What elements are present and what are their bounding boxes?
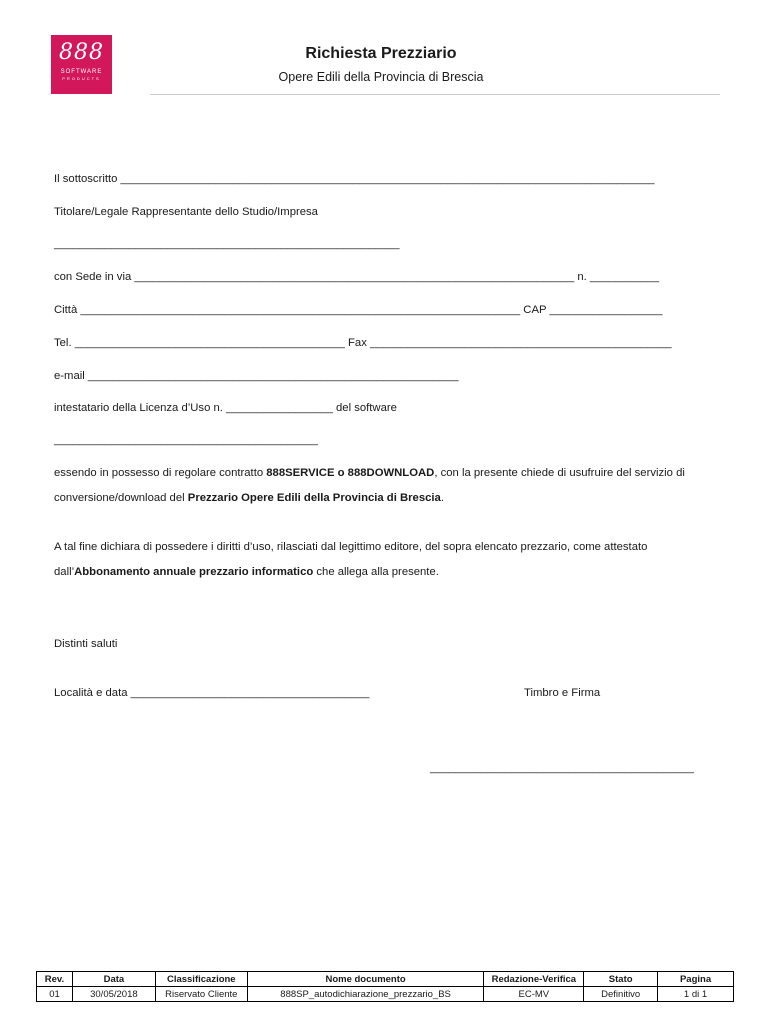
document-subtitle: Opere Edili della Provincia di Brescia — [278, 70, 484, 84]
company-logo — [51, 35, 112, 94]
titolare-field[interactable]: _______________________________________________________ — [54, 238, 400, 250]
declaration-paragraph: A tal fine dichiara di possedere i diritti d’uso, rilasciati dal legittimo editore, del sopra elencato prezzario, come attestato dall’Abbonamento annuale prezzario informatico che allega alla presente. — [54, 541, 648, 578]
table-header: Data — [72, 972, 155, 987]
document-info-table — [36, 971, 734, 1002]
table-cell: Riservato Cliente — [155, 987, 247, 1002]
table-header: Rev. — [37, 972, 73, 987]
sottoscritto-field[interactable]: Il sottoscritto _____________________________________________________________________________________ — [54, 173, 655, 185]
timbro-firma-label: Timbro e Firma — [524, 687, 601, 699]
header-divider — [150, 94, 720, 95]
table-cell: 01 — [37, 987, 73, 1002]
table-cell: 888SP_autodichiarazione_prezzario_BS — [247, 987, 484, 1002]
table-header: Stato — [584, 972, 658, 987]
logo-line2: PRODUCTS — [62, 76, 101, 81]
request-paragraph: essendo in possesso di regolare contratto 888SERVICE o 888DOWNLOAD, con la presente chiede di usufruire del servizio di conversione/download del Prezzario Opere Edili della Provincia di Brescia. — [54, 467, 685, 504]
closing-text: Distinti saluti — [54, 638, 118, 650]
table-cell: EC-MV — [484, 987, 584, 1002]
table-header: Nome documento — [247, 972, 484, 987]
titolare-label: Titolare/Legale Rappresentante dello Studio/Impresa — [54, 206, 318, 218]
localita-data-field[interactable]: Località e data ______________________________________ — [54, 687, 370, 699]
table-cell: 1 di 1 — [658, 987, 734, 1002]
table-header: Redazione-Verifica — [484, 972, 584, 987]
table-header: Classificazione — [155, 972, 247, 987]
table-header: Pagina — [658, 972, 734, 987]
table-cell: 30/05/2018 — [72, 987, 155, 1002]
logo-line1: SOFTWARE — [60, 69, 103, 75]
table-cell: Definitivo — [584, 987, 658, 1002]
software-field[interactable]: __________________________________________ — [54, 434, 318, 446]
signature-line[interactable]: __________________________________________ — [430, 762, 694, 774]
tel-fax-field[interactable]: Tel. ___________________________________________ Fax ________________________________________________ — [54, 337, 672, 349]
citta-cap-field[interactable]: Città ______________________________________________________________________ CAP __________________ — [54, 304, 663, 316]
table-header-row — [37, 972, 734, 987]
logo-number: 888 — [59, 40, 104, 65]
email-field[interactable]: e-mail ___________________________________________________________ — [54, 370, 459, 382]
licenza-field[interactable]: intestatario della Licenza d’Uso n. _________________ del software — [54, 402, 397, 414]
sede-field[interactable]: con Sede in via ______________________________________________________________________ n. ___________ — [54, 271, 659, 283]
document-title: Richiesta Prezziario — [305, 45, 457, 62]
table-row — [37, 987, 734, 1002]
